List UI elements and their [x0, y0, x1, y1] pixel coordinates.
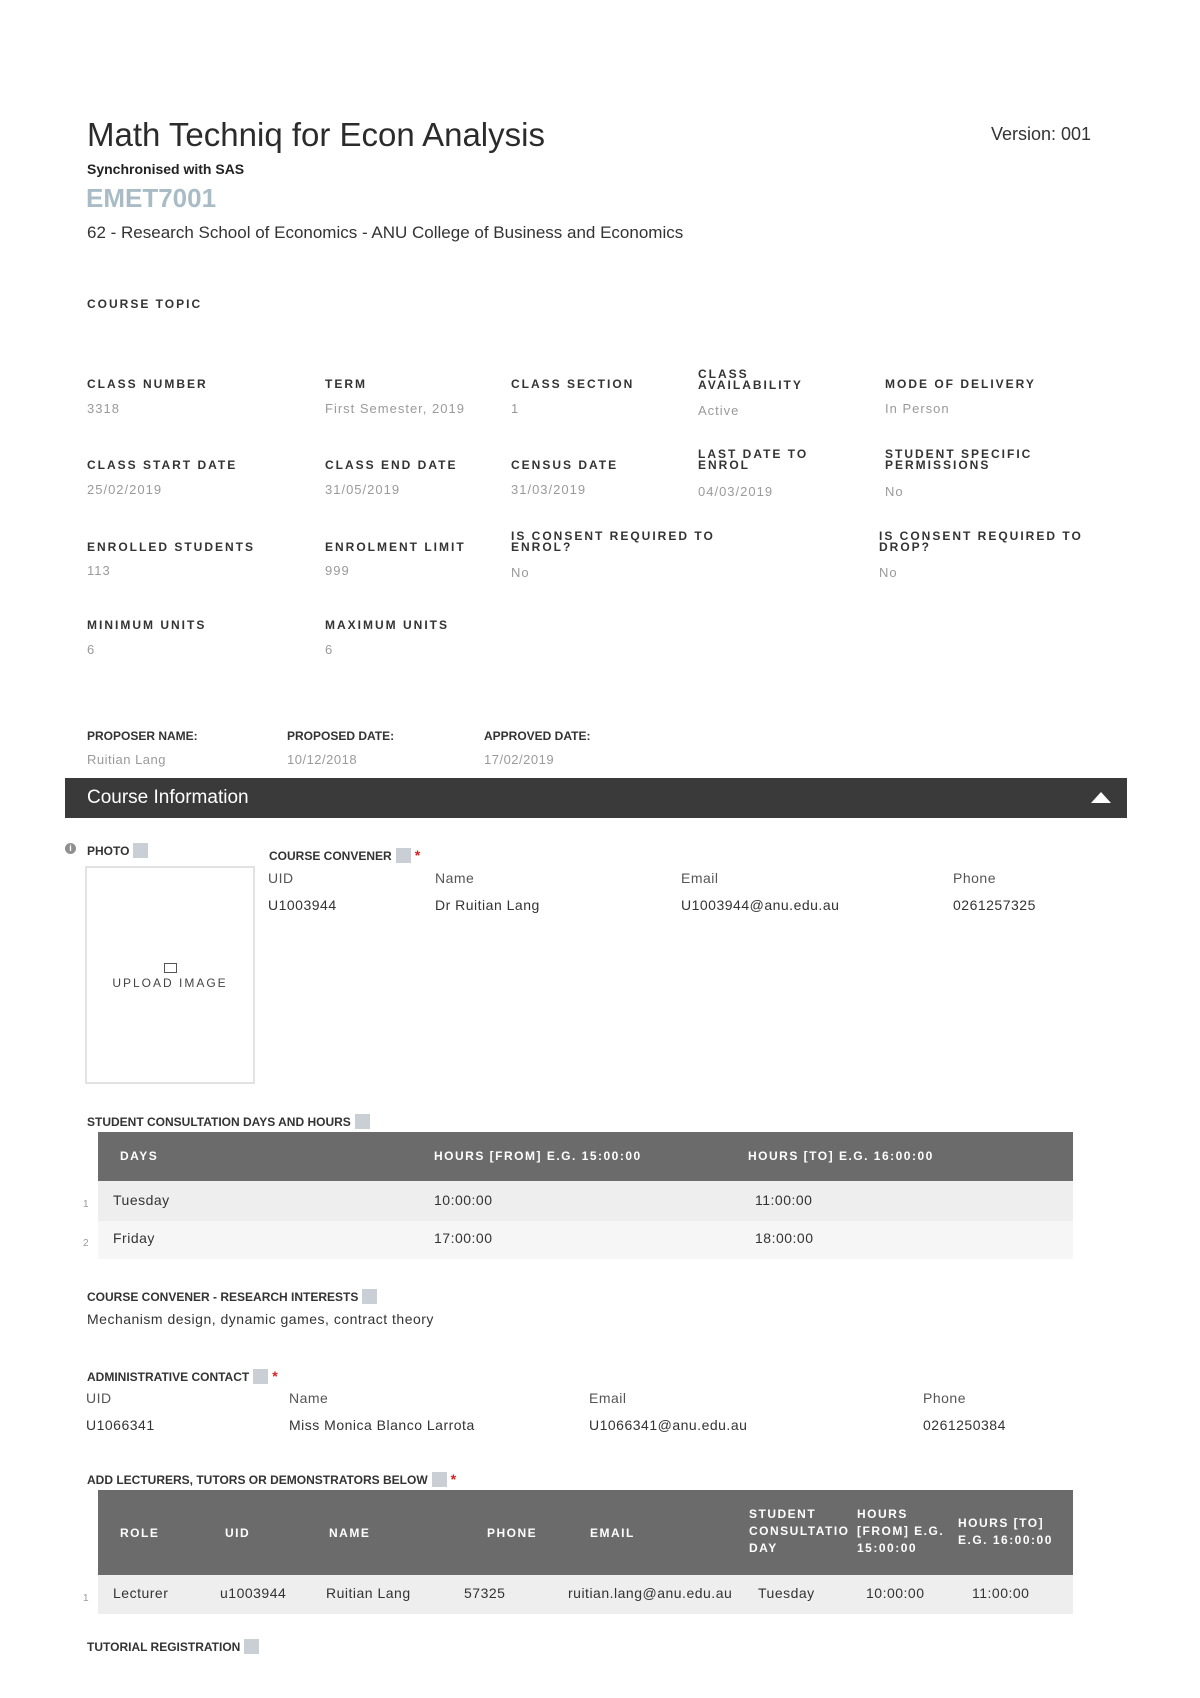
class-end-date-label: CLASS END DATE [325, 458, 458, 472]
tutorial-registration-label: TUTORIAL REGISTRATION [87, 1640, 241, 1654]
row-number: 1 [83, 1593, 89, 1604]
page-title: Math Techniq for Econ Analysis [87, 116, 545, 153]
hours-to-header-line: E.G. 16:00:00 [958, 1533, 1053, 1547]
course-convener-label: COURSE CONVENER [269, 849, 392, 863]
consultation-day-header-line: DAY [749, 1541, 778, 1555]
table-row[interactable] [83, 1181, 1073, 1221]
hours-to-header-line: HOURS [TO] [958, 1516, 1045, 1530]
enrolled-students-value: 113 [87, 563, 111, 578]
enrolled-students-label: ENROLLED STUDENTS [87, 540, 256, 554]
census-date-label: CENSUS DATE [511, 458, 619, 472]
admin-contact-label: ADMINISTRATIVE CONTACT [87, 1370, 250, 1384]
consultation-day: Tuesday [113, 1192, 170, 1208]
approved-date-label: APPROVED DATE: [484, 729, 591, 743]
photo-label: PHOTO [87, 844, 130, 858]
admin-phone: 0261250384 [923, 1417, 1006, 1433]
consultation-to: 18:00:00 [755, 1230, 814, 1246]
name-column-header: NAME [329, 1526, 371, 1540]
course-topic-label: COURSE TOPIC [87, 297, 203, 311]
consultation-day-column-header [749, 1506, 857, 1557]
photo-label-row [87, 843, 148, 858]
proposed-date-value: 10/12/2018 [287, 752, 358, 767]
consultation-from: 17:00:00 [434, 1230, 493, 1246]
version-label: Version: 001 [991, 124, 1092, 144]
image-icon [164, 963, 177, 973]
class-number-value: 3318 [87, 401, 120, 416]
admin-uid: U1066341 [86, 1417, 155, 1433]
convener-name: Dr Ruitian Lang [435, 897, 540, 913]
enrolment-limit-value: 999 [325, 563, 350, 578]
lecturer-role: Lecturer [113, 1585, 169, 1601]
upload-image-label: UPLOAD IMAGE [112, 976, 228, 990]
lecturer-consultation-day: Tuesday [758, 1585, 815, 1601]
research-interests-value: Mechanism design, dynamic games, contract theory [87, 1311, 434, 1327]
lecturers-label-row [87, 1471, 456, 1487]
consultation-day-header-line: CONSULTATIO [749, 1524, 850, 1538]
consultation-from: 10:00:00 [434, 1192, 493, 1208]
lecturers-label: ADD LECTURERS, TUTORS OR DEMONSTRATORS BELOW [87, 1473, 428, 1487]
consent-drop-value: No [879, 565, 898, 580]
uid-column-header: UID [225, 1526, 251, 1540]
hours-from-header-line: HOURS [857, 1507, 908, 1521]
last-date-to-enrol-label: LAST DATE TO ENROL [698, 447, 809, 472]
class-section-value: 1 [511, 401, 520, 416]
lecturers-table-header [98, 1490, 1073, 1575]
consultation-label: STUDENT CONSULTATION DAYS AND HOURS [87, 1115, 351, 1129]
consent-enrol-value: No [511, 565, 530, 580]
class-availability-label: CLASS AVAILABILITY [698, 367, 803, 392]
proposed-date-label: PROPOSED DATE: [287, 729, 395, 743]
admin-name-header: Name [289, 1390, 329, 1406]
row-number: 2 [83, 1238, 89, 1249]
consultation-table-header [98, 1132, 1073, 1181]
hours-to-column-header [958, 1515, 1053, 1549]
mode-of-delivery-value: In Person [885, 401, 950, 416]
research-interests-label-row [87, 1289, 377, 1304]
help-doc-icon[interactable] [133, 843, 148, 858]
term-value: First Semester, 2019 [325, 401, 465, 416]
mode-of-delivery-label: MODE OF DELIVERY [885, 377, 1036, 391]
help-doc-icon[interactable] [396, 848, 411, 863]
email-column-header: EMAIL [590, 1526, 635, 1540]
convener-uid-header: UID [268, 870, 294, 886]
hours-to-column-header: HOURS [TO] E.G. 16:00:00 [748, 1149, 934, 1163]
census-date-value: 31/03/2019 [511, 482, 587, 497]
photo-upload-area[interactable] [85, 866, 255, 1084]
convener-email[interactable]: U1003944@anu.edu.au [681, 897, 840, 913]
upload-image-button[interactable] [87, 963, 253, 990]
help-doc-icon[interactable] [244, 1639, 259, 1654]
convener-phone: 0261257325 [953, 897, 1036, 913]
table-row[interactable] [83, 1221, 1073, 1259]
student-specific-permissions-value: No [885, 484, 904, 499]
enrolment-limit-label: ENROLMENT LIMIT [325, 540, 466, 554]
course-convener-label-row [269, 847, 420, 863]
proposer-name-label: PROPOSER NAME: [87, 729, 198, 743]
convener-phone-header: Phone [953, 870, 996, 886]
maximum-units-label: MAXIMUM UNITS [325, 618, 449, 632]
proposer-name-value: Ruitian Lang [87, 752, 166, 767]
consultation-day: Friday [113, 1230, 155, 1246]
info-icon: i [65, 843, 76, 854]
phone-column-header: PHONE [487, 1526, 538, 1540]
lecturer-uid: u1003944 [220, 1585, 287, 1601]
convener-uid: U1003944 [268, 897, 337, 913]
term-label: TERM [325, 377, 367, 391]
help-doc-icon[interactable] [355, 1114, 370, 1129]
help-doc-icon[interactable] [362, 1289, 377, 1304]
admin-email-header: Email [589, 1390, 627, 1406]
role-column-header: ROLE [120, 1526, 160, 1540]
help-doc-icon[interactable] [253, 1369, 268, 1384]
consultation-day-header-line: STUDENT [749, 1507, 817, 1521]
consent-enrol-label: IS CONSENT REQUIRED TO ENROL? [511, 529, 715, 554]
collapse-triangle-icon[interactable] [1091, 792, 1111, 803]
hours-from-column-header: HOURS [FROM] E.G. 15:00:00 [434, 1149, 642, 1163]
minimum-units-label: MINIMUM UNITS [87, 618, 207, 632]
maximum-units-value: 6 [325, 642, 334, 657]
class-end-date-value: 31/05/2019 [325, 482, 401, 497]
class-start-date-value: 25/02/2019 [87, 482, 163, 497]
course-information-title: Course Information [87, 787, 249, 808]
minimum-units-value: 6 [87, 642, 96, 657]
help-doc-icon[interactable] [432, 1472, 447, 1487]
class-number-label: CLASS NUMBER [87, 377, 208, 391]
tutorial-registration-label-row [87, 1639, 259, 1654]
admin-email[interactable]: U1066341@anu.edu.au [589, 1417, 748, 1433]
approved-date-value: 17/02/2019 [484, 752, 555, 767]
sync-status: Synchronised with SAS [87, 161, 245, 177]
lecturer-hours-from: 10:00:00 [866, 1585, 925, 1601]
required-marker: * [450, 1471, 457, 1487]
admin-uid-header: UID [86, 1390, 112, 1406]
hours-from-header-line: 15:00:00 [857, 1541, 918, 1555]
consultation-label-row [87, 1114, 370, 1129]
course-code: EMET7001 [86, 183, 217, 213]
lecturer-email[interactable]: ruitian.lang@anu.edu.au [568, 1585, 733, 1601]
lecturer-name: Ruitian Lang [326, 1585, 411, 1601]
admin-phone-header: Phone [923, 1390, 966, 1406]
class-section-label: CLASS SECTION [511, 377, 635, 391]
convener-email-header: Email [681, 870, 719, 886]
admin-contact-label-row [87, 1368, 278, 1384]
organisation: 62 - Research School of Economics - ANU College of Business and Economics [87, 223, 684, 242]
class-availability-value: Active [698, 403, 740, 418]
student-specific-permissions-label: STUDENT SPECIFIC PERMISSIONS [885, 447, 1033, 472]
hours-from-header-line: [FROM] E.G. [857, 1524, 945, 1538]
convener-name-header: Name [435, 870, 475, 886]
class-start-date-label: CLASS START DATE [87, 458, 238, 472]
lecturer-phone: 57325 [464, 1585, 506, 1601]
table-row[interactable] [83, 1575, 1073, 1614]
consent-drop-label: IS CONSENT REQUIRED TO DROP? [879, 529, 1083, 554]
last-date-to-enrol-value: 04/03/2019 [698, 484, 774, 499]
row-number: 1 [83, 1199, 89, 1210]
course-information-header[interactable] [65, 778, 1127, 818]
required-marker: * [414, 847, 421, 863]
hours-from-column-header [857, 1506, 944, 1557]
days-column-header: DAYS [120, 1149, 159, 1163]
required-marker: * [272, 1368, 278, 1384]
admin-name: Miss Monica Blanco Larrota [289, 1417, 475, 1433]
lecturer-hours-to: 11:00:00 [972, 1585, 1030, 1601]
research-interests-label: COURSE CONVENER - RESEARCH INTERESTS [87, 1290, 359, 1304]
consultation-to: 11:00:00 [755, 1192, 813, 1208]
